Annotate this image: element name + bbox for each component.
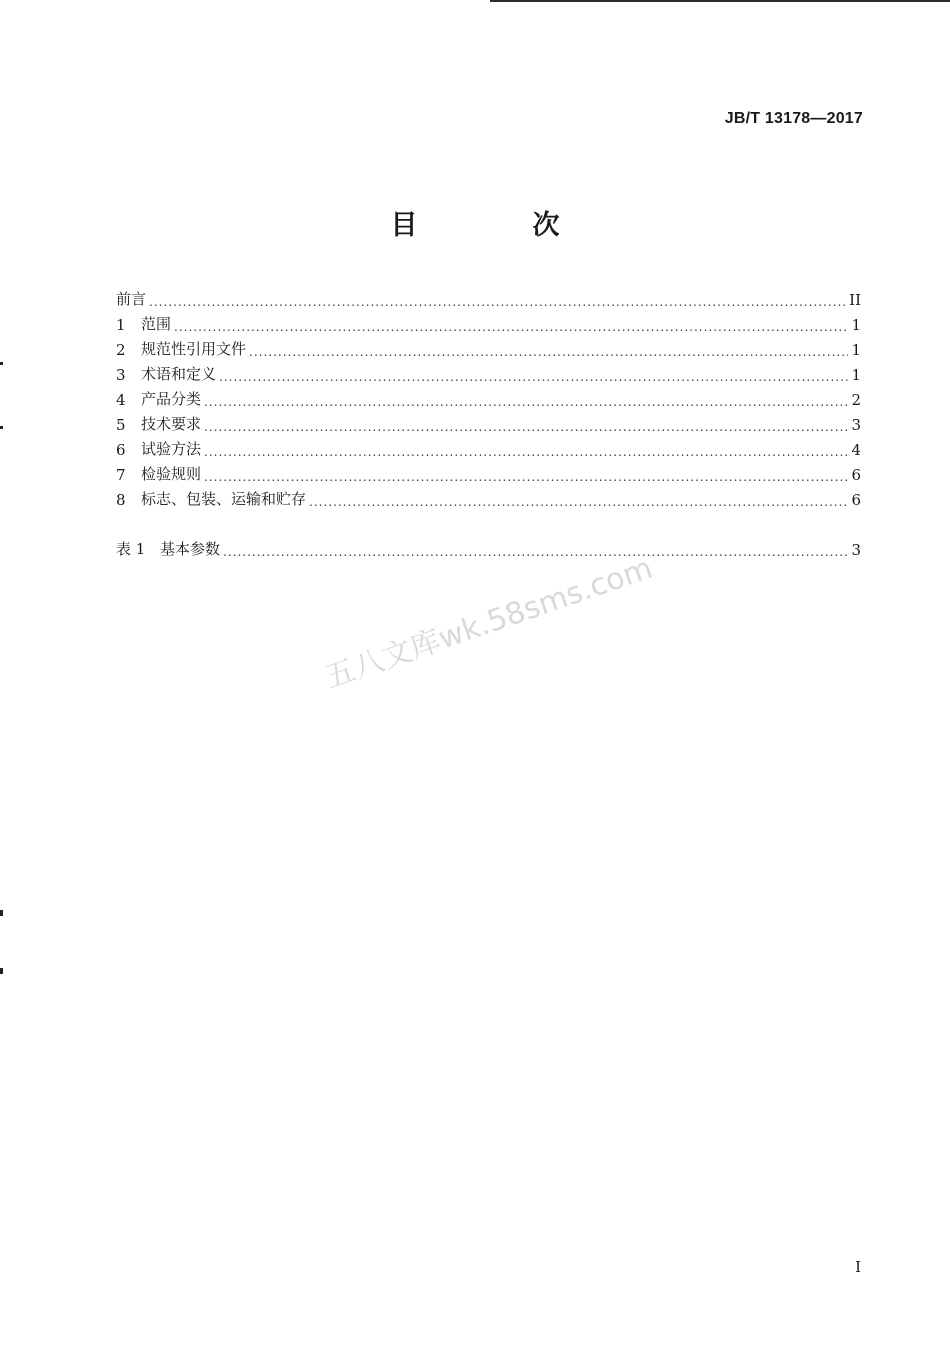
toc-entry-8[interactable]: [116, 484, 861, 509]
toc-entry-number: 6: [116, 441, 126, 459]
scan-mark: [0, 968, 3, 974]
toc-entry-title: 术语和定义: [141, 365, 217, 383]
toc-leader-dots: [249, 341, 848, 359]
page-title: 目 次: [390, 210, 604, 241]
toc-table-number: 表 1: [116, 540, 146, 558]
toc-table-title: 基本参数: [160, 540, 221, 558]
toc-entry-title: 产品分类: [141, 390, 202, 408]
toc-entry-page: 1: [851, 341, 861, 359]
toc-entry-number: 7: [116, 466, 126, 484]
toc-entry-page: 3: [851, 416, 861, 434]
toc-entry-title: 试验方法: [141, 440, 202, 458]
toc-entry-title: 前言: [116, 290, 147, 308]
toc-entry-title: 标志、包装、运输和贮存: [141, 490, 307, 508]
page-number: I: [855, 1258, 861, 1276]
toc-leader-dots: [204, 441, 848, 459]
toc-table-page: 3: [851, 541, 861, 559]
scan-edge-top: [490, 0, 950, 2]
toc-entry-page: 6: [851, 491, 861, 509]
table-of-contents: [116, 284, 861, 559]
toc-entry-number: 1: [116, 316, 126, 334]
toc-leader-dots: [149, 291, 846, 309]
toc-leader-dots: [309, 491, 848, 509]
toc-entry-page: 6: [851, 466, 861, 484]
toc-entry-page: 1: [851, 366, 861, 384]
toc-entry-number: 3: [116, 366, 126, 384]
toc-leader-dots: [174, 316, 848, 334]
toc-entry-3[interactable]: [116, 359, 861, 384]
toc-entry-title: 范围: [141, 315, 172, 333]
toc-entry-page: 2: [851, 391, 861, 409]
toc-entry-number: 2: [116, 341, 126, 359]
scan-mark: [0, 910, 3, 916]
toc-leader-dots: [223, 541, 848, 559]
watermark: 五八文库wk.58sms.com: [320, 550, 657, 696]
toc-leader-dots: [204, 391, 848, 409]
toc-entry-title: 规范性引用文件: [141, 340, 247, 358]
toc-leader-dots: [204, 466, 848, 484]
toc-entry-number: 8: [116, 491, 126, 509]
toc-leader-dots: [204, 416, 848, 434]
toc-entry-title: 检验规则: [141, 465, 202, 483]
toc-table-entry-1[interactable]: [116, 534, 861, 559]
toc-leader-dots: [219, 366, 848, 384]
scan-mark: [0, 426, 3, 429]
toc-entry-page: 1: [851, 316, 861, 334]
toc-entry-number: 4: [116, 391, 126, 409]
scan-mark: [0, 362, 3, 365]
toc-entry-7[interactable]: [116, 459, 861, 484]
toc-entry-2[interactable]: [116, 334, 861, 359]
standard-code: JB/T 13178—2017: [724, 110, 863, 127]
toc-entry-4[interactable]: [116, 384, 861, 409]
toc-entry-6[interactable]: [116, 434, 861, 459]
toc-entry-page: II: [849, 291, 861, 309]
toc-entry-1[interactable]: [116, 309, 861, 334]
toc-entry-number: 5: [116, 416, 126, 434]
toc-entry-title: 技术要求: [141, 415, 202, 433]
toc-entry-page: 4: [851, 441, 861, 459]
toc-entry-foreword[interactable]: [116, 284, 861, 309]
toc-entry-5[interactable]: [116, 409, 861, 434]
